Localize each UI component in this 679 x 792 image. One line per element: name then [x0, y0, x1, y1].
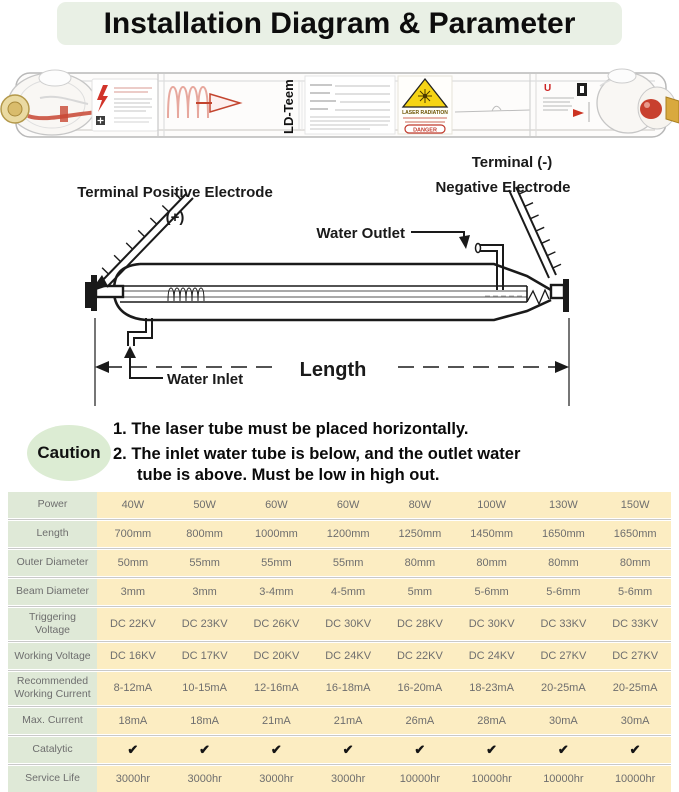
- table-cell: 60W: [241, 492, 313, 518]
- check-icon: ✔: [456, 737, 528, 763]
- table-cell: DC 27KV: [528, 643, 600, 669]
- table-cell: DC 20KV: [241, 643, 313, 669]
- table-cell: 4-5mm: [312, 579, 384, 605]
- table-cell: 18-23mA: [456, 672, 528, 704]
- table-row-label: Triggering Voltage: [8, 608, 97, 640]
- terminal-positive-sign: (+): [165, 209, 185, 226]
- table-cell: DC 26KV: [241, 608, 313, 640]
- table-row: [8, 708, 671, 734]
- table-cell: 800mm: [169, 521, 241, 547]
- caution-section: [0, 412, 679, 490]
- table-cell: 20-25mA: [599, 672, 671, 704]
- tube-spec-sticker: [92, 79, 158, 131]
- table-row-label: Recommended Working Current: [8, 672, 97, 704]
- laser-tube-photo: [0, 60, 679, 150]
- table-cell: 55mm: [241, 550, 313, 576]
- table-row: [8, 492, 671, 518]
- table-cell: DC 22KV: [97, 608, 169, 640]
- table-cell: 8-12mA: [97, 672, 169, 704]
- brand-text: LD-Teem: [281, 79, 296, 134]
- table-cell: 50W: [169, 492, 241, 518]
- table-cell: 1200mm: [312, 521, 384, 547]
- table-cell: 30mA: [599, 708, 671, 734]
- terminal-negative-label: Terminal (-): [471, 154, 553, 171]
- table-cell: 1450mm: [456, 521, 528, 547]
- table-cell: DC 27KV: [599, 643, 671, 669]
- table-row: [8, 521, 671, 547]
- table-cell: 21mA: [241, 708, 313, 734]
- table-cell: 1650mm: [528, 521, 600, 547]
- length-label: Length: [299, 359, 367, 381]
- terminal-positive-label: Terminal Positive Electrode: [77, 184, 273, 201]
- table-cell: 5-6mm: [456, 579, 528, 605]
- table-cell: 3mm: [97, 579, 169, 605]
- table-row: [8, 608, 671, 640]
- check-icon: ✔: [169, 737, 241, 763]
- caution-notes: [113, 420, 520, 485]
- table-row: [8, 672, 671, 704]
- table-cell: 10000hr: [599, 766, 671, 792]
- table-cell: 18mA: [169, 708, 241, 734]
- danger-text: DANGER: [413, 127, 437, 134]
- positive-electrode-wire: [90, 193, 193, 292]
- table-cell: 16-18mA: [312, 672, 384, 704]
- tube-certificate-sticker: [305, 76, 395, 134]
- water-inlet-label: Water Inlet: [167, 371, 244, 388]
- table-cell: DC 33KV: [599, 608, 671, 640]
- table-cell: 3000hr: [169, 766, 241, 792]
- table-cell: DC 22KV: [384, 643, 456, 669]
- table-row-label: Service Life: [8, 766, 97, 792]
- table-cell: 100W: [456, 492, 528, 518]
- table-cell: 3000hr: [97, 766, 169, 792]
- warning-title-text: LASER RADIATION: [402, 110, 448, 116]
- table-cell: 55mm: [169, 550, 241, 576]
- table-row: [8, 643, 671, 669]
- page-title: Installation Diagram & Parameter: [57, 2, 622, 45]
- table-cell: DC 33KV: [528, 608, 600, 640]
- table-cell: 18mA: [97, 708, 169, 734]
- table-row-label: Beam Diameter: [8, 579, 97, 605]
- negative-electrode-label: Negative Electrode: [435, 179, 571, 196]
- tube-brand: [281, 79, 302, 134]
- table-cell: 10000hr: [456, 766, 528, 792]
- table-cell: 12-16mA: [241, 672, 313, 704]
- table-cell: 5mm: [384, 579, 456, 605]
- water-outlet-pipe: [476, 244, 501, 291]
- table-cell: 1250mm: [384, 521, 456, 547]
- table-cell: 80mm: [456, 550, 528, 576]
- inner-tube: [120, 286, 549, 304]
- table-cell: DC 30KV: [312, 608, 384, 640]
- table-cell: DC 24KV: [456, 643, 528, 669]
- check-icon: ✔: [599, 737, 671, 763]
- check-icon: ✔: [384, 737, 456, 763]
- table-cell: 150W: [599, 492, 671, 518]
- table-cell: 5-6mm: [528, 579, 600, 605]
- table-row-label: Length: [8, 521, 97, 547]
- installation-diagram: [0, 150, 679, 412]
- table-cell: 20-25mA: [528, 672, 600, 704]
- table-cell: DC 24KV: [312, 643, 384, 669]
- table-cell: 1000mm: [241, 521, 313, 547]
- table-row-label: Max. Current: [8, 708, 97, 734]
- caution-note-2: 2. The inlet water tube is below, and the outlet water: [113, 444, 521, 463]
- table-row-label: Outer Diameter: [8, 550, 97, 576]
- water-inlet-pipe: [131, 318, 149, 346]
- check-icon: ✔: [97, 737, 169, 763]
- table-cell: DC 23KV: [169, 608, 241, 640]
- table-cell: DC 30KV: [456, 608, 528, 640]
- water-outlet-leader: [411, 232, 470, 249]
- table-cell: 80mm: [528, 550, 600, 576]
- check-icon: ✔: [241, 737, 313, 763]
- caution-note-2-continued: tube is above. Must be low in high out.: [137, 465, 440, 484]
- check-icon: ✔: [528, 737, 600, 763]
- table-cell: 30mA: [528, 708, 600, 734]
- table-cell: 10000hr: [384, 766, 456, 792]
- table-cell: 3000hr: [312, 766, 384, 792]
- table-row: [8, 579, 671, 605]
- right-flange: [551, 279, 569, 312]
- table-cell: 80mm: [599, 550, 671, 576]
- table-row-label: Working Voltage: [8, 643, 97, 669]
- table-cell: 50mm: [97, 550, 169, 576]
- tube-right-head: [597, 69, 679, 133]
- table-row: [8, 766, 671, 792]
- table-cell: 130W: [528, 492, 600, 518]
- table-row-label: Catalytic: [8, 737, 97, 763]
- check-icon: ✔: [312, 737, 384, 763]
- table-cell: 10-15mA: [169, 672, 241, 704]
- water-outlet-label: Water Outlet: [316, 225, 405, 242]
- table-cell: DC 28KV: [384, 608, 456, 640]
- svg-text:U: U: [544, 83, 552, 94]
- table-row: [8, 550, 671, 576]
- caution-badge: Caution: [27, 425, 111, 481]
- table-cell: 3-4mm: [241, 579, 313, 605]
- water-inlet-arrow: [124, 346, 163, 378]
- table-cell: 3mm: [169, 579, 241, 605]
- table-cell: DC 17KV: [169, 643, 241, 669]
- table-cell: 80mm: [384, 550, 456, 576]
- table-cell: 3000hr: [241, 766, 313, 792]
- table-cell: 16-20mA: [384, 672, 456, 704]
- table-cell: 28mA: [456, 708, 528, 734]
- table-cell: 26mA: [384, 708, 456, 734]
- table-cell: DC 16KV: [97, 643, 169, 669]
- negative-electrode-wire: [509, 187, 561, 278]
- parameter-table: [8, 492, 671, 792]
- table-cell: 21mA: [312, 708, 384, 734]
- caution-note-1: 1. The laser tube must be placed horizontally.: [113, 420, 469, 438]
- table-cell: 80W: [384, 492, 456, 518]
- table-row: [8, 737, 671, 763]
- table-cell: 5-6mm: [599, 579, 671, 605]
- table-cell: 10000hr: [528, 766, 600, 792]
- table-cell: 60W: [312, 492, 384, 518]
- table-cell: 700mm: [97, 521, 169, 547]
- tube-warning-sticker: [398, 76, 452, 134]
- table-row-label: Power: [8, 492, 97, 518]
- table-cell: 55mm: [312, 550, 384, 576]
- table-cell: 40W: [97, 492, 169, 518]
- table-cell: 1650mm: [599, 521, 671, 547]
